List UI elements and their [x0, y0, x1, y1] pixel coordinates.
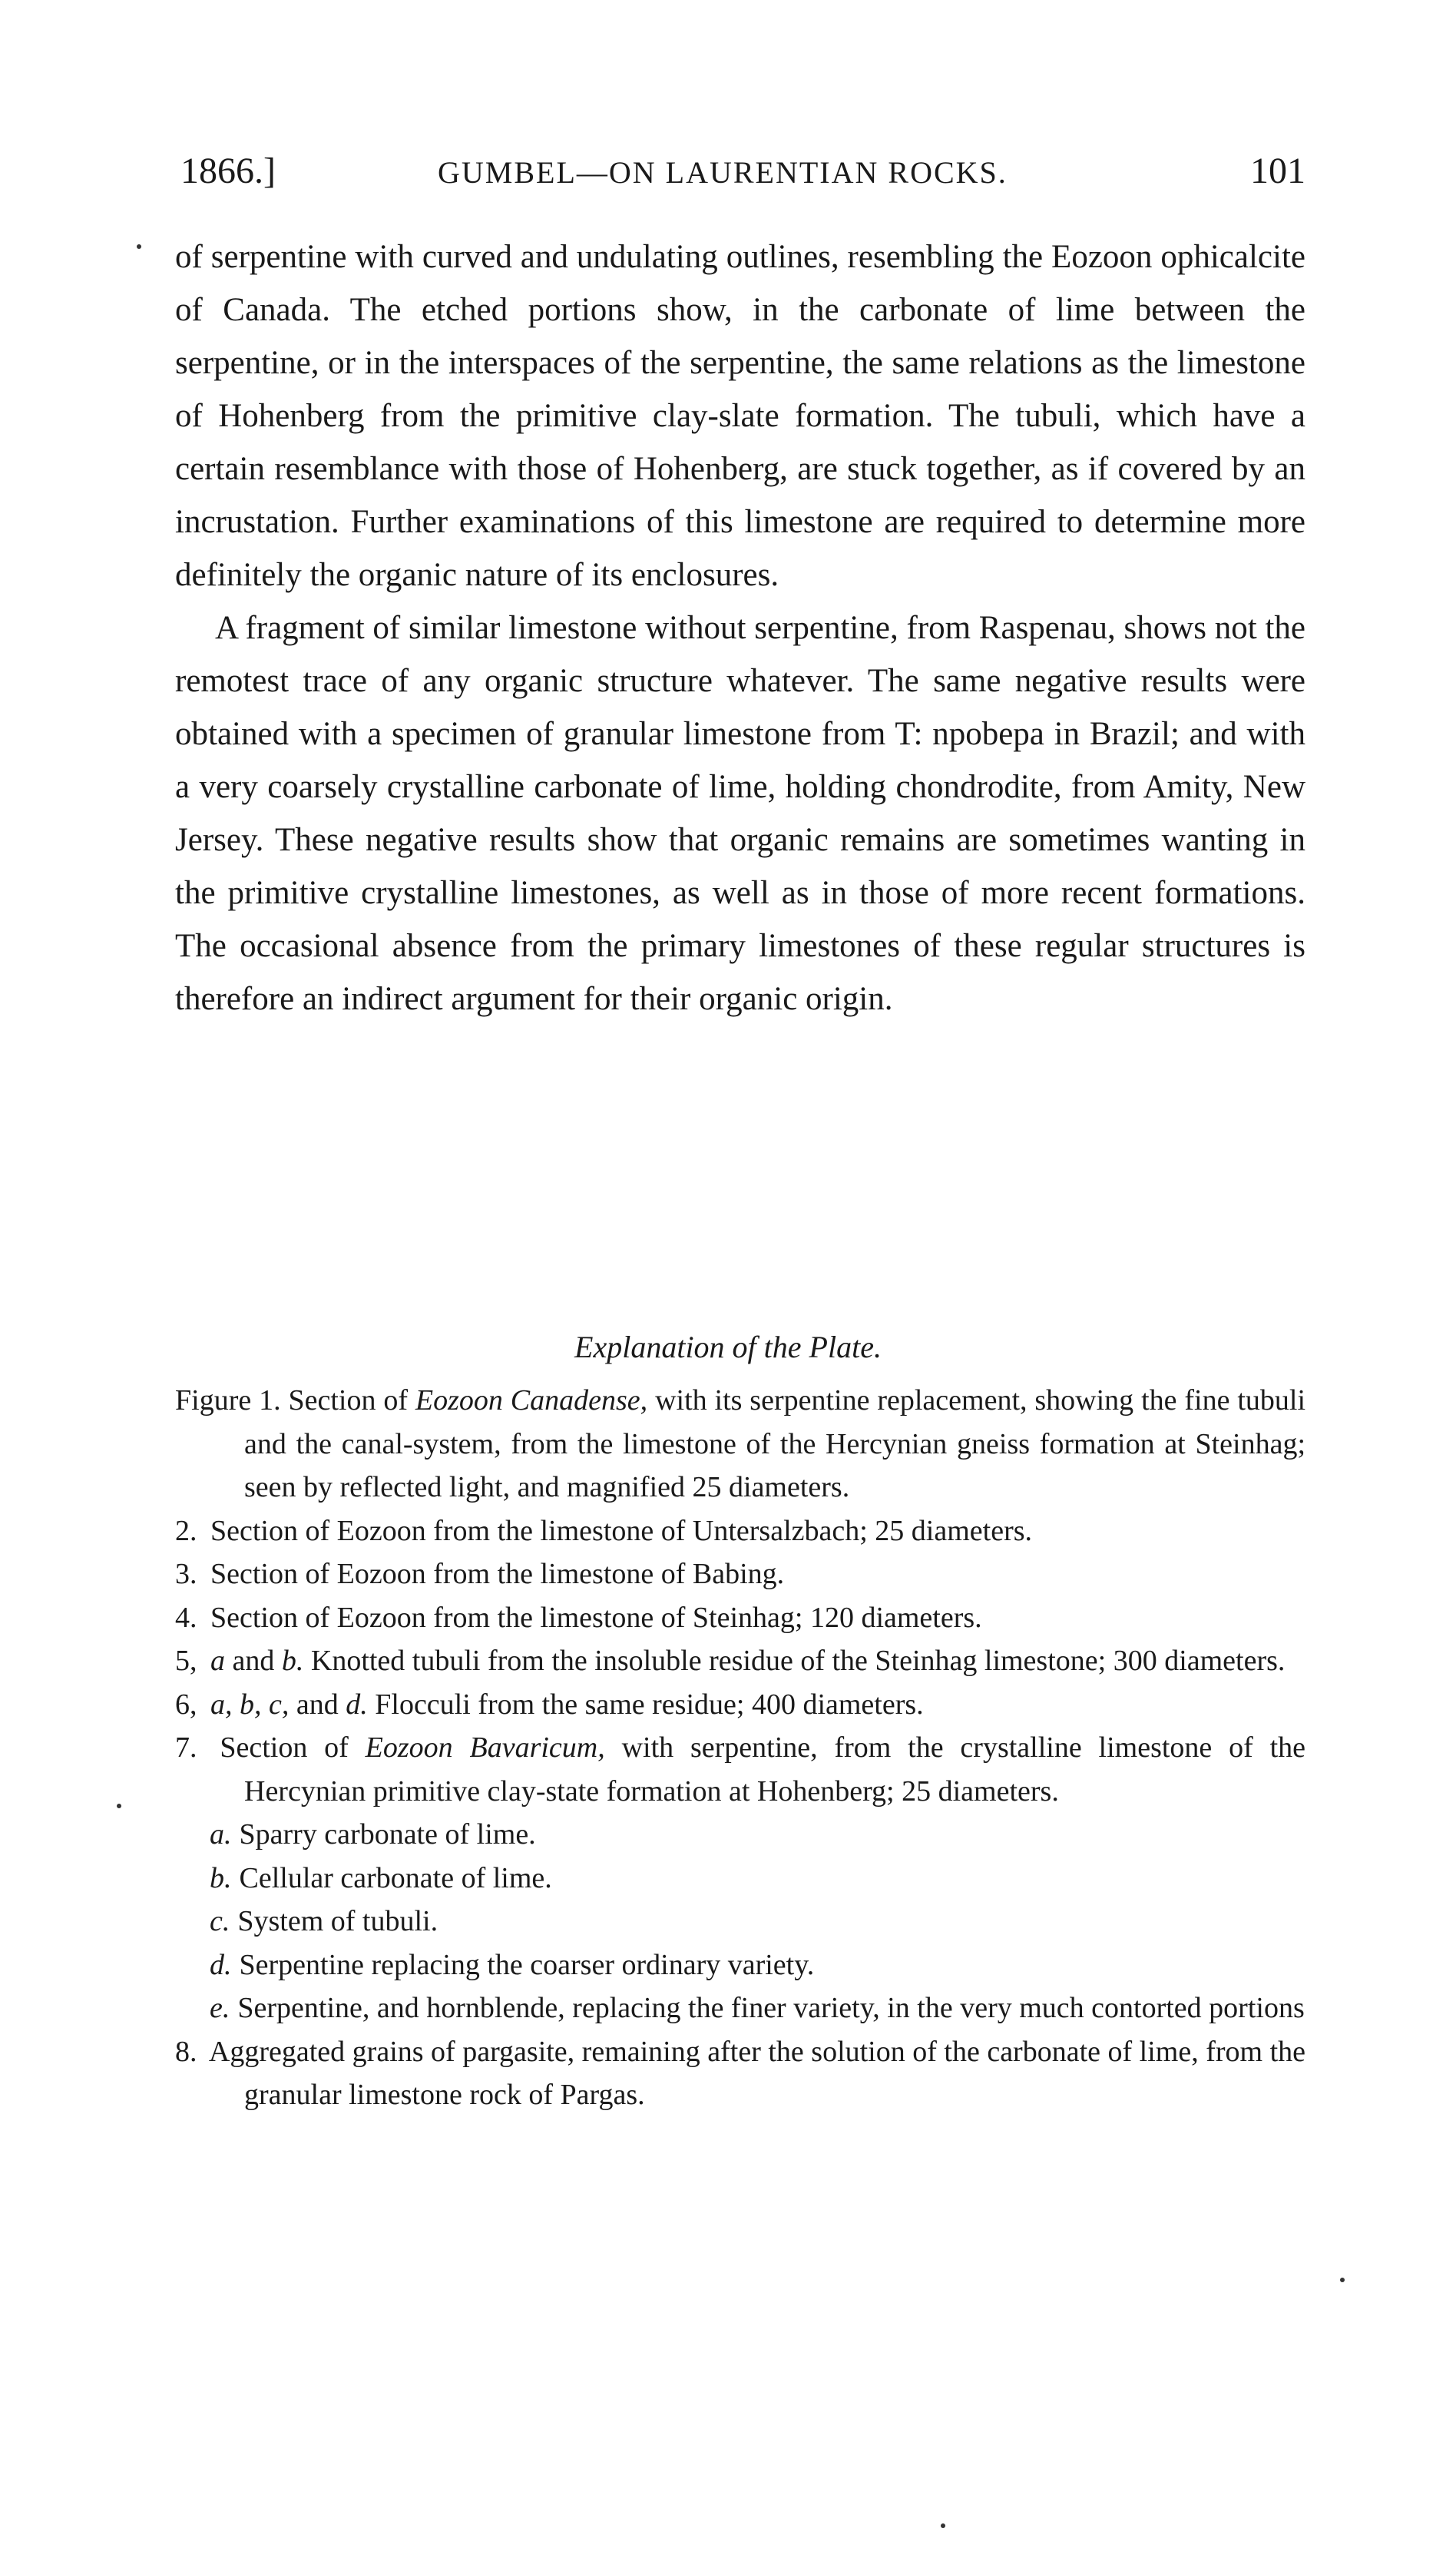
- body-text: [175, 230, 1305, 1026]
- figure-3-entry: [175, 1552, 1305, 1596]
- figure-2-entry: [175, 1509, 1305, 1553]
- figure-3-text: Section of Eozoon from the limestone of Babing.: [210, 1558, 785, 1590]
- figure-7-subitem-c: [175, 1900, 1305, 1943]
- figure-1-pre: Section of: [288, 1384, 409, 1417]
- figure-1-text: with its serpentine replacement, showing the fine tubuli and the canal-system, from the limestone of the Hercynian gneiss formation at Steinhag; seen by reflected light, and magnified 25 diameters.: [244, 1384, 1306, 1503]
- figure-5-entry: [175, 1639, 1305, 1683]
- figure-5-text: Knotted tubuli from the insoluble residue of the Steinhag limestone; 300 diameters.: [310, 1645, 1286, 1677]
- subitem-text: Serpentine replacing the coarser ordinary variety.: [239, 1948, 815, 1981]
- print-speck: [941, 2523, 945, 2528]
- paragraph-1: of serpentine with curved and undulating outlines, resembling the Eozoon ophicalcite of Canada. The etched portions show, in the carbonate of lime between the serpentine, or in the interspaces of the serpentine, the same relations as the limestone of Hohenberg from the primitive clay-slate formation. The tubuli, which have a certain resemblance with those of Hohenberg, are stuck together, as if covered by an incrustation. Further examinations of this limestone are required to determine more definitely the organic nature of its enclosures.: [175, 239, 1305, 593]
- figure-5-and: and: [232, 1645, 275, 1677]
- figure-1-lead: Figure 1.: [175, 1384, 281, 1417]
- figure-7-species: Eozoon Bavaricum,: [365, 1731, 605, 1764]
- explanation-heading: Explanation of the Plate.: [574, 1330, 882, 1364]
- print-speck: [137, 244, 141, 249]
- figure-5-number: 5,: [175, 1645, 197, 1677]
- subitem-letter: a.: [210, 1818, 232, 1851]
- print-speck: [117, 1804, 121, 1808]
- figure-4-text: Section of Eozoon from the limestone of Steinhag; 120 diameters.: [210, 1601, 982, 1634]
- plate-explanation-list: [175, 1379, 1305, 2117]
- subitem-letter: c.: [210, 1905, 230, 1937]
- running-title: GUMBEL—ON LAURENTIAN ROCKS.: [438, 155, 1008, 190]
- figure-2-number: 2.: [175, 1514, 197, 1547]
- subitem-text: Sparry carbonate of lime.: [239, 1818, 536, 1851]
- figure-6-text: Flocculi from the same residue; 400 diameters.: [375, 1688, 924, 1721]
- subitem-letter: d.: [210, 1948, 232, 1981]
- subitem-text: System of tubuli.: [237, 1905, 438, 1937]
- figure-7-pre: Section of: [220, 1731, 349, 1764]
- figure-5-letter-b: b.: [281, 1645, 304, 1677]
- figure-1-entry: [175, 1379, 1305, 1509]
- figure-1-species: Eozoon Canadense,: [415, 1384, 648, 1417]
- print-speck: [1340, 2278, 1345, 2282]
- figure-8-number: 8.: [175, 2035, 197, 2068]
- subitem-letter: e.: [210, 1992, 230, 2024]
- figure-6-letter-d: d.: [346, 1688, 368, 1721]
- paragraph-2: A fragment of similar limestone without serpentine, from Raspenau, shows not the remotest trace of any organic structure whatever. The same negative results were obtained with a specimen of granular limestone from T: npobepa in Brazil; and with a very coarsely crystalline carbonate of lime, holding chondrodite, from Amity, New Jersey. These negative results show that organic remains are sometimes wanting in the primitive crystalline limestones, as well as in those of more recent formations. The occasional absence from the primary limestones of these regular structures is therefore an indirect argument for their organic origin.: [175, 610, 1305, 1017]
- figure-3-number: 3.: [175, 1558, 197, 1590]
- figure-7-subitem-a: [175, 1813, 1305, 1857]
- figure-8-text: Aggregated grains of pargasite, remaining after the solution of the carbonate of lime, from the granular limestone rock of Pargas.: [208, 2035, 1306, 2111]
- page-header: [180, 150, 1305, 204]
- figure-6-and: and: [296, 1688, 339, 1721]
- figure-7-subitem-b: [175, 1857, 1305, 1900]
- header-year: 1866.]: [180, 151, 276, 191]
- figure-7-entry: [175, 1726, 1305, 1813]
- subitem-text: Cellular carbonate of lime.: [239, 1861, 552, 1894]
- figure-7-number: 7.: [175, 1731, 197, 1764]
- subitem-text: Serpentine, and hornblende, replacing the finer variety, in the very much contorted portions: [237, 1992, 1305, 2024]
- figure-7-text: with serpentine, from the crystalline limestone of the Hercynian primitive clay-state formation at Hohenberg; 25 diameters.: [244, 1731, 1306, 1808]
- figure-4-entry: [175, 1596, 1305, 1640]
- figure-6-letters: a, b, c,: [210, 1688, 290, 1721]
- page-number: 101: [1250, 151, 1305, 191]
- figure-8-entry: [175, 2030, 1305, 2117]
- figure-4-number: 4.: [175, 1601, 197, 1634]
- subitem-letter: b.: [210, 1861, 232, 1894]
- figure-2-text: Section of Eozoon from the limestone of Untersalzbach; 25 diameters.: [210, 1514, 1033, 1547]
- figure-5-letter-a: a: [210, 1645, 225, 1677]
- figure-7-subitem-d: [175, 1943, 1305, 1987]
- figure-6-entry: [175, 1683, 1305, 1727]
- figure-6-number: 6,: [175, 1688, 197, 1721]
- figure-7-subitem-e: [175, 1986, 1305, 2030]
